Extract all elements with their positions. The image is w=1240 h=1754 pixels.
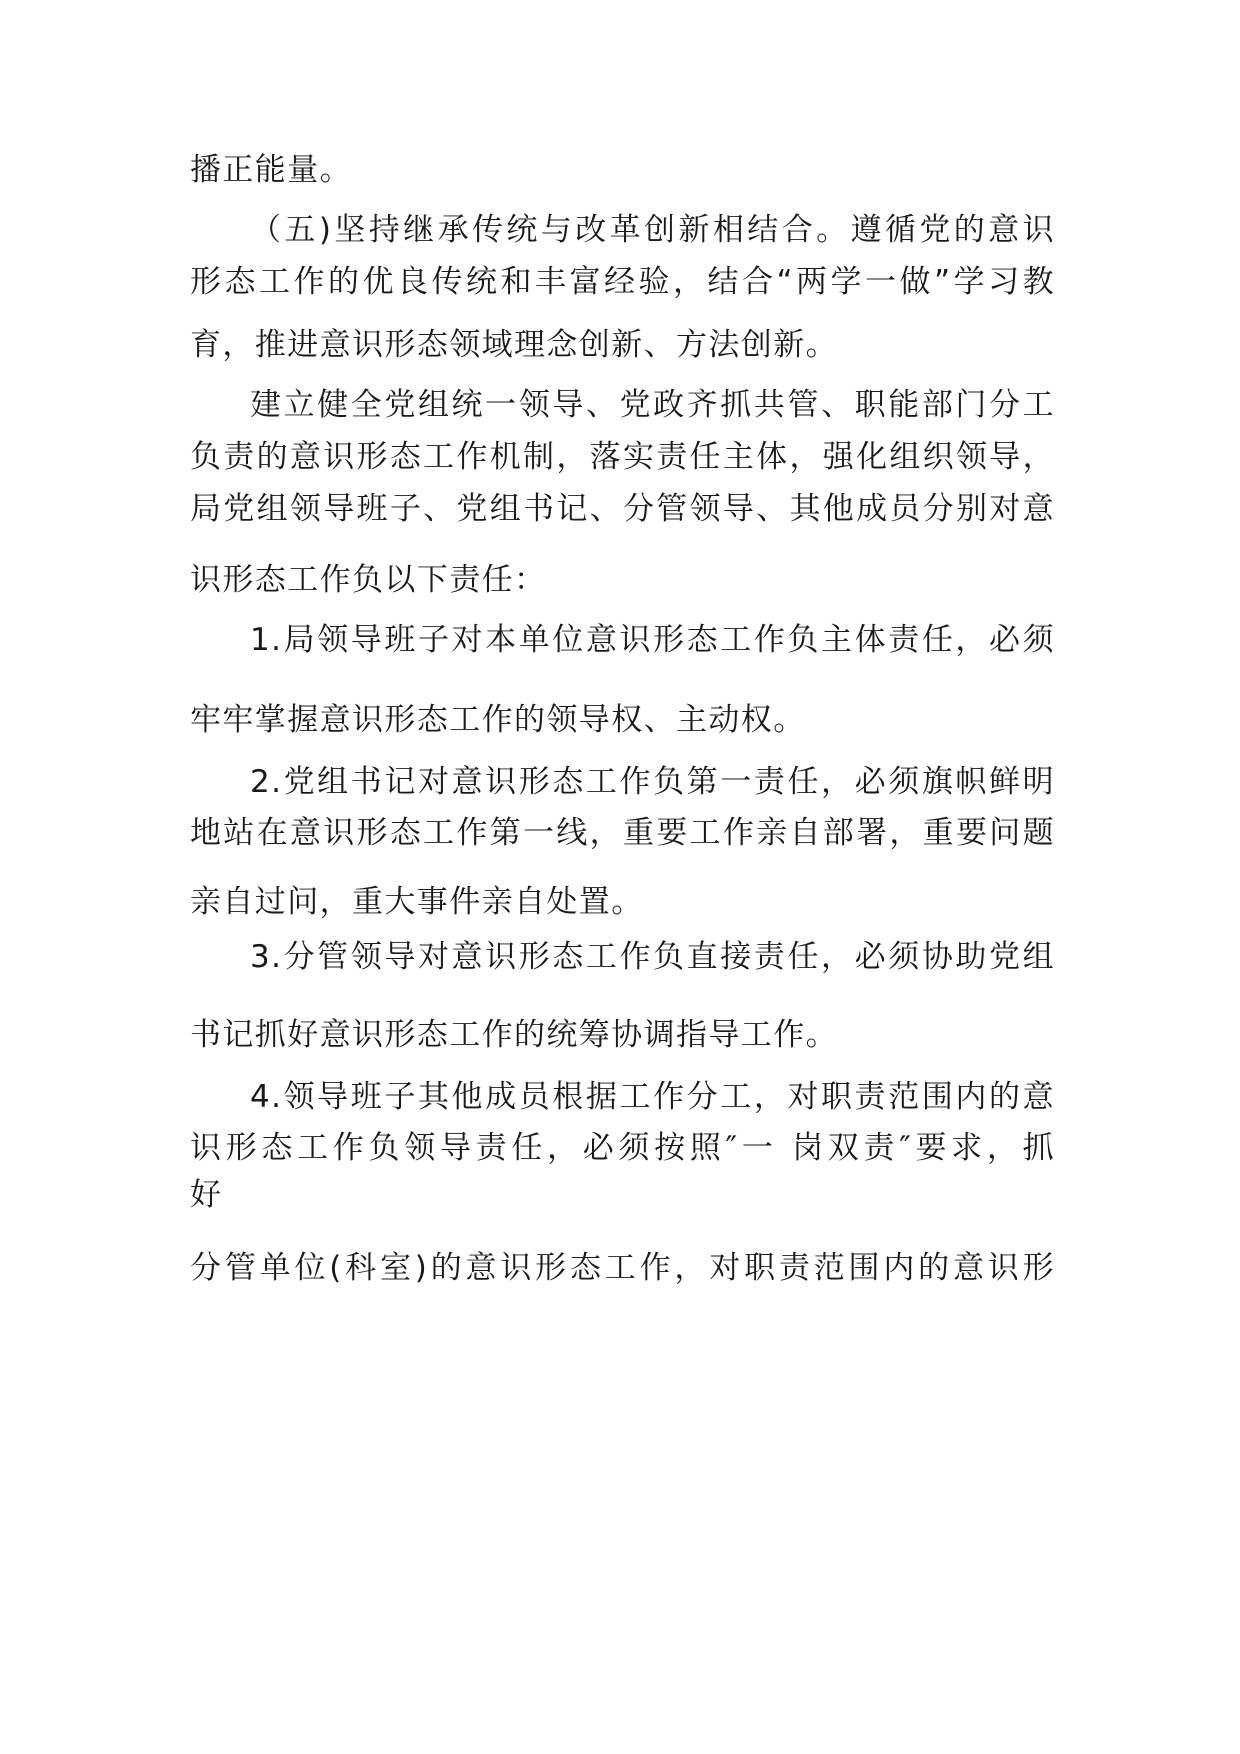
text-line: 识形态工作负领导责任，必须按照″一 岗双责″要求，抓	[190, 1130, 1055, 1166]
text-line: 局党组领导班子、党组书记、分管领导、其他成员分别对意	[190, 491, 1055, 527]
text-line: 2.党组书记对意识形态工作负第一责任，必须旗帜鲜明	[250, 764, 1055, 800]
text-line: 牢牢掌握意识形态工作的领导权、主动权。	[190, 702, 806, 738]
text-line: 1.局领导班子对本单位意识形态工作负主体责任，必须	[250, 622, 1055, 658]
text-line: 建立健全党组统一领导、党政齐抓共管、职能部门分工	[250, 387, 1055, 423]
text-line: 3.分管领导对意识形态工作负直接责任，必须协助党组	[250, 939, 1055, 975]
text-line: 育，推进意识形态领域理念创新、方法创新。	[190, 327, 838, 363]
text-line: 书记抓好意识形态工作的统筹协调指导工作。	[190, 1017, 838, 1053]
text-line: 形态工作的优良传统和丰富经验，结合“两学一做”学习教	[190, 264, 1055, 300]
text-line: 播正能量。	[190, 152, 352, 188]
text-line: 4.领导班子其他成员根据工作分工，对职责范围内的意	[250, 1079, 1055, 1115]
text-line: 地站在意识形态工作第一线，重要工作亲自部署，重要问题	[190, 815, 1055, 851]
text-line: 负责的意识形态工作机制，落实责任主体，强化组织领导，	[190, 439, 1055, 475]
text-line: 亲自过问，重大事件亲自处置。	[190, 884, 644, 920]
text-line: 识形态工作负以下责任：	[190, 562, 547, 598]
text-line: 好	[190, 1177, 223, 1213]
text-line: （五)坚持继承传统与改革创新相结合。遵循党的意识	[250, 212, 1055, 248]
text-line: 分管单位(科室)的意识形态工作，对职责范围内的意识形	[190, 1250, 1055, 1286]
